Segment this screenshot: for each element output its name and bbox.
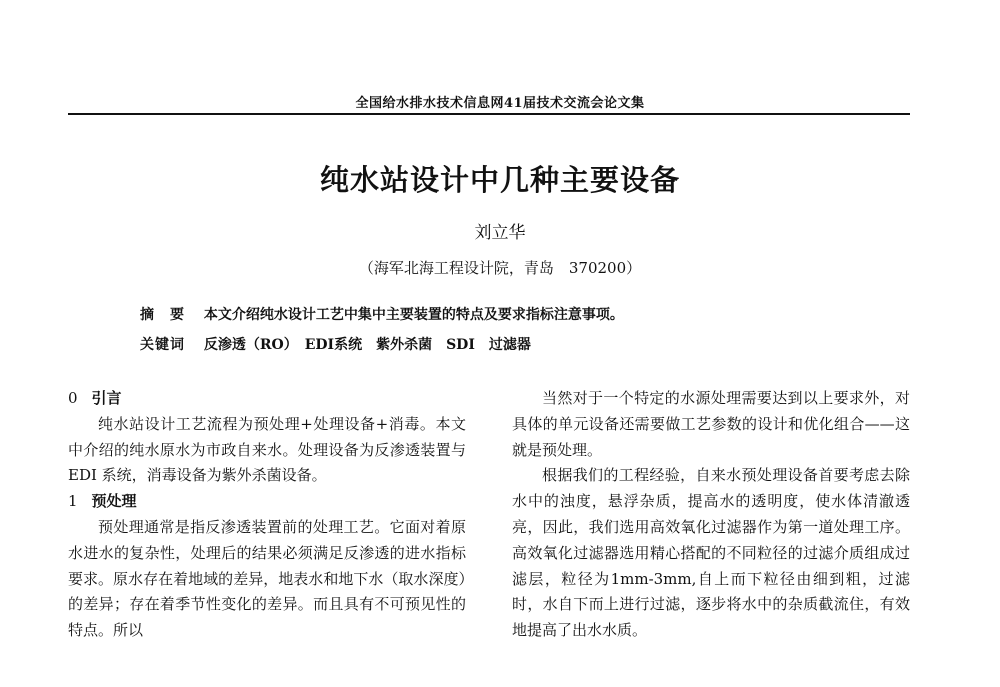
keywords-label: 关键词 [140,337,185,353]
author: 刘立华 [474,223,526,243]
section-heading-intro [68,386,466,412]
abstract-text: 本文介绍纯水设计工艺中集中主要装置的特点及要求指标注意事项。 [203,307,624,323]
right-column [512,386,910,644]
paper-title: 纯水站设计中几种主要设备 [319,163,680,197]
keywords [140,334,531,354]
paragraph: 当然对于一个特定的水源处理需要达到以上要求外，对具体的单元设备还需要做工艺参数的设计和优化组合——这就是预处理。 [512,389,910,459]
abstract [140,304,624,324]
keywords-text: 反渗透（RO） EDI系统 紫外杀菌 SDI 过滤器 [203,337,531,353]
section-title: 引言 [91,389,122,407]
section-number: 0 [68,389,78,407]
paragraph: 纯水站设计工艺流程为预处理+处理设备+消毒。本文中介绍的纯水原水为市政自来水。处理设备为反渗透装置与 EDI 系统，消毒设备为紫外杀菌设备。 [68,414,466,485]
section-title: 预处理 [91,492,137,511]
abstract-label: 摘 要 [140,307,185,323]
paragraph: 根据我们的工程经验，自来水预处理设备首要考虑去除水中的浊度，悬浮杂质，提高水的透明度，使水体清澈透亮，因此，我们选用高效氧化过滤器作为第一道处理工序。高效氧化过滤器选用精心搭配的不同粒径的过滤介质组成过滤层，粒径为1mm-3mm,自上而下粒径由细到粗，过滤时，水自下而上进行过滤，逐步将水中的杂质截流住，有效地提高了出水水质。 [512,466,910,640]
section-heading-pretreatment [68,489,466,515]
running-header: 全国给水排水技术信息网41届技术交流会论文集 [355,96,645,111]
paragraph: 预处理通常是指反渗透装置前的处理工艺。它面对着原水进水的复杂性，处理后的结果必须满足反渗透的进水指标要求。原水存在着地域的差异，地表水和地下水（取水深度）的差异；存在着季节性变化的差异。而且具有不可预见性的特点。所以 [68,517,466,640]
affiliation: （海军北海工程设计院，青岛 370200） [358,259,642,277]
left-column [68,386,466,644]
header-rule [68,113,910,115]
section-number: 1 [68,492,78,511]
